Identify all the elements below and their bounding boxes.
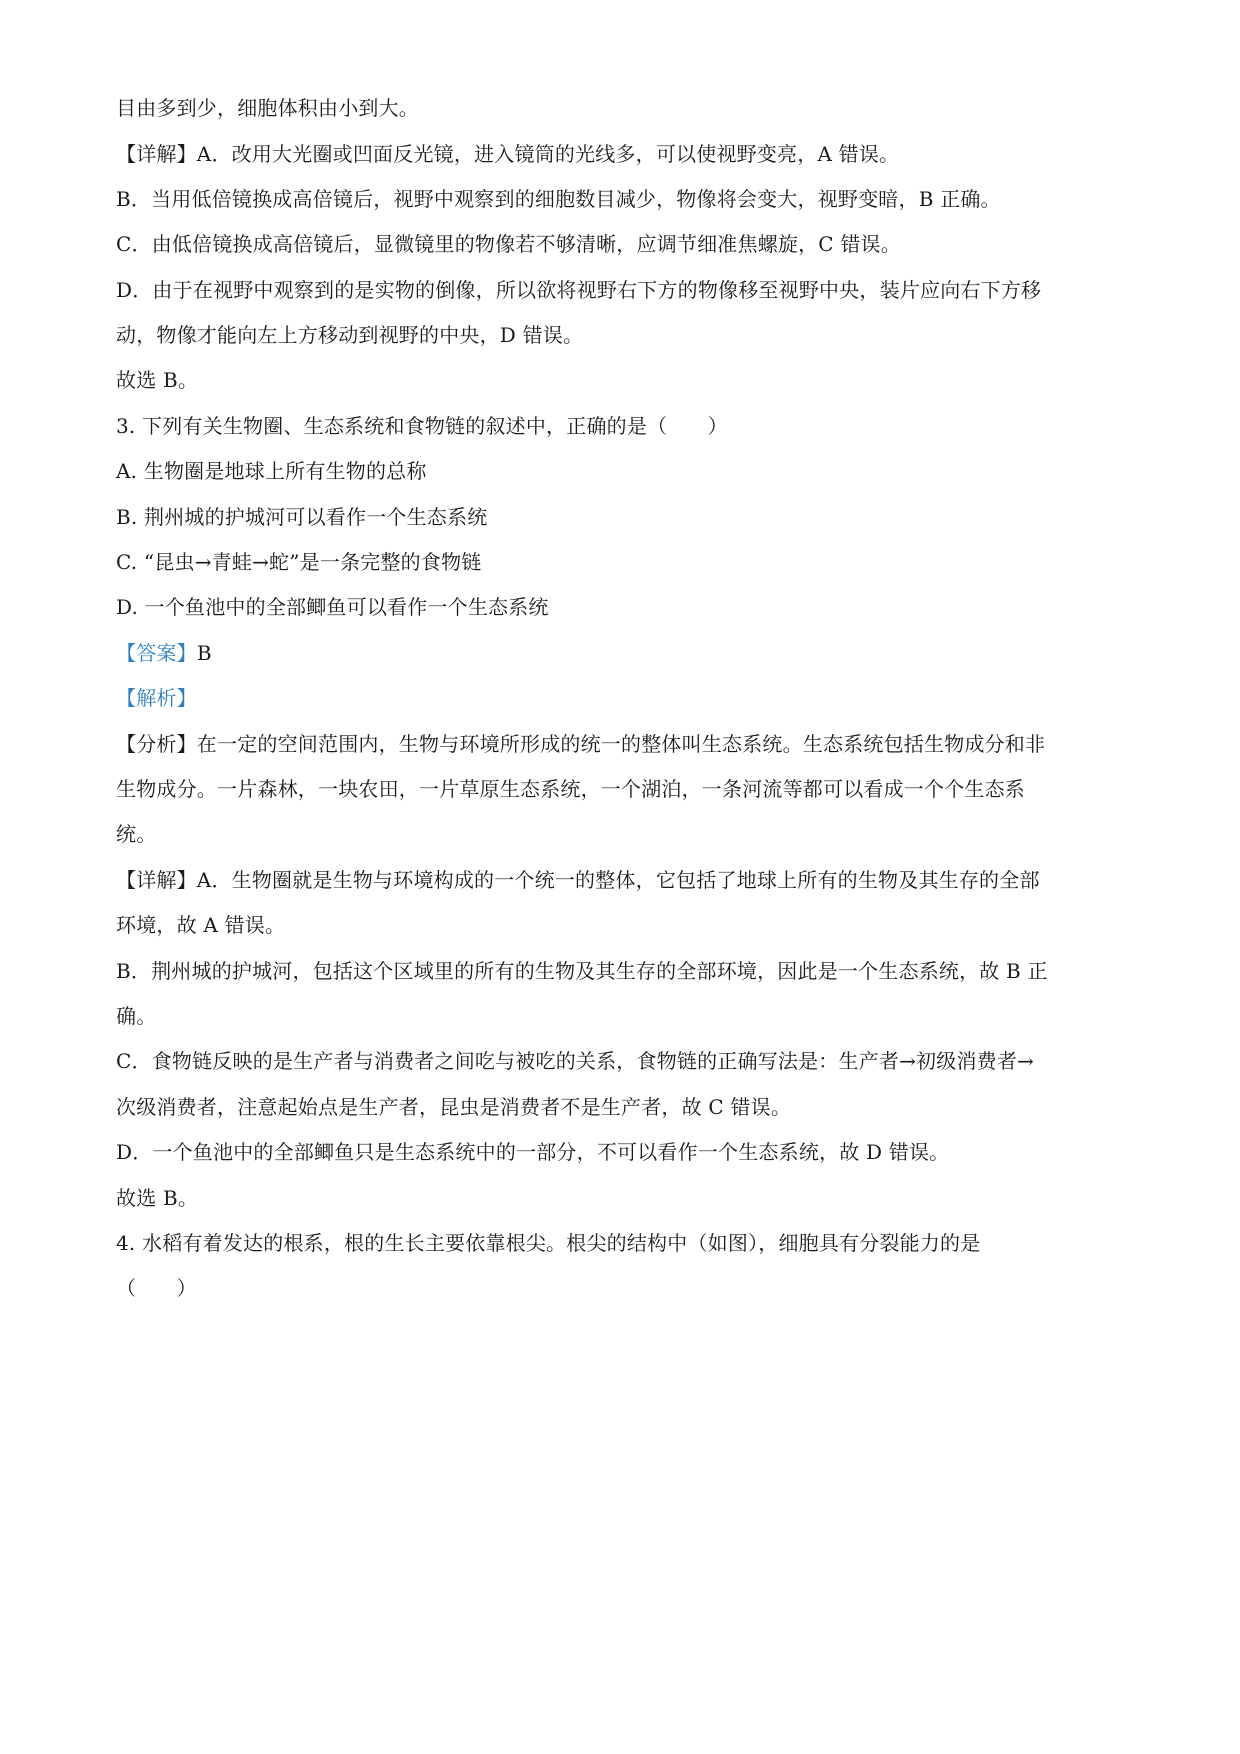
- text-line: 确。: [116, 1004, 157, 1028]
- text-line: 环境，故 A 错误。: [116, 913, 286, 937]
- answer-line: [116, 639, 1126, 667]
- text-line: D．由于在视野中观察到的是实物的倒像，所以欲将视野右下方的物像移至视野中央，装片应向右下方移: [116, 278, 1042, 302]
- text-line: C．由低倍镜换成高倍镜后，显微镜里的物像若不够清晰，应调节细准焦螺旋，C 错误。: [116, 232, 901, 256]
- text-line: C．食物链反映的是生产者与消费者之间吃与被吃的关系，食物链的正确写法是：生产者→初级消费者→: [116, 1049, 1035, 1073]
- analysis-tag: 【解析】: [116, 686, 197, 710]
- text-line: 【详解】A．生物圈就是生物与环境构成的一个统一的整体，它包括了地球上所有的生物及其生存的全部: [116, 868, 1040, 892]
- text-line: 故选 B。: [116, 1186, 199, 1210]
- question-3-option-c: C. “昆虫→青蛙→蛇”是一条完整的食物链: [116, 550, 482, 574]
- text-line: 统。: [116, 822, 157, 846]
- text-line: 生物成分。一片森林，一块农田，一片草原生态系统，一个湖泊，一条河流等都可以看成一个个生态系: [116, 777, 1025, 801]
- text-line: 动，物像才能向左上方移动到视野的中央，D 错误。: [116, 323, 584, 347]
- answer-tag: 【答案】: [116, 641, 197, 665]
- text-line: 【分析】在一定的空间范围内，生物与环境所形成的统一的整体叫生态系统。生态系统包括生物成分和非: [116, 732, 1046, 756]
- text-line: 次级消费者，注意起始点是生产者，昆虫是消费者不是生产者，故 C 错误。: [116, 1095, 792, 1119]
- answer-value: B: [196, 641, 212, 665]
- text-line: 目由多到少，细胞体积由小到大。: [116, 96, 419, 120]
- question-3-option-d: D. 一个鱼池中的全部鲫鱼可以看作一个生态系统: [116, 595, 549, 619]
- question-4-stem: 4. 水稻有着发达的根系，根的生长主要依靠根尖。根尖的结构中（如图），细胞具有分裂能力的是: [116, 1231, 981, 1255]
- analysis-line: [116, 684, 1126, 712]
- question-3-option-a: A. 生物圈是地球上所有生物的总称: [116, 459, 427, 483]
- text-line: 故选 B。: [116, 368, 199, 392]
- question-3-stem: 3. 下列有关生物圈、生态系统和食物链的叙述中，正确的是（ ）: [116, 414, 728, 438]
- text-line: B．荆州城的护城河，包括这个区域里的所有的生物及其生存的全部环境，因此是一个生态系统，故 B 正: [116, 959, 1048, 983]
- question-3-option-b: B. 荆州城的护城河可以看作一个生态系统: [116, 505, 488, 529]
- text-line: B．当用低倍镜换成高倍镜后，视野中观察到的细胞数目减少，物像将会变大，视野变暗，B 正确。: [116, 187, 1001, 211]
- text-line: 【详解】A．改用大光圈或凹面反光镜，进入镜筒的光线多，可以使视野变亮，A 错误。: [116, 142, 900, 166]
- question-4-blank: （ ）: [116, 1276, 197, 1300]
- text-line: D．一个鱼池中的全部鲫鱼只是生态系统中的一部分，不可以看作一个生态系统，故 D 错误。: [116, 1140, 950, 1164]
